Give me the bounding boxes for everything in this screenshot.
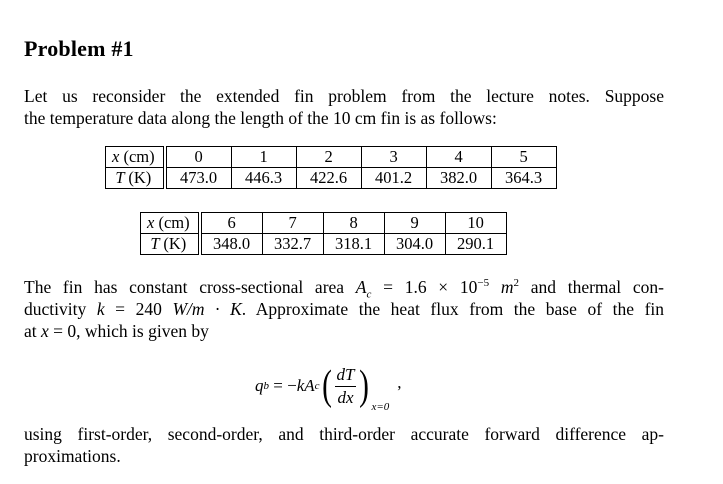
table2-t-header: T (K) xyxy=(141,234,200,255)
fin-properties-paragraph xyxy=(24,276,664,342)
table2-t-cell: 348.0 xyxy=(200,234,263,255)
table1-x-cell: 2 xyxy=(296,147,361,168)
table2-t-cell: 318.1 xyxy=(323,234,384,255)
table2-t-cell: 332.7 xyxy=(262,234,323,255)
table1-x-cell: 1 xyxy=(231,147,296,168)
table2-x-cell: 6 xyxy=(200,213,263,234)
properties-line-3: at x = 0, which is given by xyxy=(24,321,209,341)
table2-x-cell: 9 xyxy=(384,213,445,234)
closing-line-2: proximations. xyxy=(24,446,121,466)
temperature-table-1 xyxy=(105,146,557,189)
table2-x-row xyxy=(141,213,507,234)
intro-line-2: the temperature data along the length of the 10 cm fin is as follows: xyxy=(24,108,497,128)
intro-line-1: Let us reconsider the extended fin problem from the lecture notes. Suppose xyxy=(24,86,664,106)
problem-heading: Problem #1 xyxy=(24,36,134,61)
table2-x-cell: 10 xyxy=(445,213,506,234)
table1-x-cell: 0 xyxy=(165,147,232,168)
table1-x-cell: 3 xyxy=(361,147,426,168)
table2-x-cell: 8 xyxy=(323,213,384,234)
closing-line-1: using first-order, second-order, and third-order accurate forward difference ap- xyxy=(24,424,664,444)
equation-coefficient: kA xyxy=(296,376,315,395)
table1-x-row xyxy=(106,147,557,168)
table1-t-cell: 364.3 xyxy=(491,168,556,189)
table1-x-header: x (cm) xyxy=(106,147,165,168)
properties-line-2: ductivity k = 240 W/m · K. Approximate the heat flux from the base of the fin xyxy=(24,299,665,319)
table1-t-cell: 446.3 xyxy=(231,168,296,189)
table1-x-cell: 4 xyxy=(426,147,491,168)
properties-line-1: The fin has constant cross-sectional area $A_c = 1.6 \times 10^{-5}$ $m^2$ and thermal con- xyxy=(24,277,664,301)
table1-t-cell: 401.2 xyxy=(361,168,426,189)
equation-comma: , xyxy=(397,373,402,392)
left-paren: ( xyxy=(321,363,332,409)
table2-x-header: x (cm) xyxy=(141,213,200,234)
table2-t-cell: 304.0 xyxy=(384,234,445,255)
table1-t-header: T (K) xyxy=(106,168,165,189)
derivative-fraction xyxy=(335,365,357,408)
equation-lhs: q xyxy=(255,376,264,395)
heat-flux-equation: q b = − kA c ( $\frac{dT}{dx}$ ) x=0 , xyxy=(255,363,402,413)
closing-paragraph xyxy=(24,423,664,467)
equation-equals: = − xyxy=(269,376,297,395)
derivative-numerator: dT xyxy=(335,365,357,387)
table1-x-cell: 5 xyxy=(491,147,556,168)
temperature-table-2 xyxy=(140,212,507,255)
derivative-denominator: dx xyxy=(337,387,354,407)
table1-t-cell: 382.0 xyxy=(426,168,491,189)
intro-paragraph xyxy=(24,85,664,129)
table1-t-row xyxy=(106,168,557,189)
evaluation-point: x=0 xyxy=(371,401,390,413)
table1-t-cell: 473.0 xyxy=(165,168,232,189)
table1-t-cell: 422.6 xyxy=(296,168,361,189)
right-paren: ) xyxy=(359,363,370,409)
table2-t-row xyxy=(141,234,507,255)
table2-t-cell: 290.1 xyxy=(445,234,506,255)
table2-x-cell: 7 xyxy=(262,213,323,234)
